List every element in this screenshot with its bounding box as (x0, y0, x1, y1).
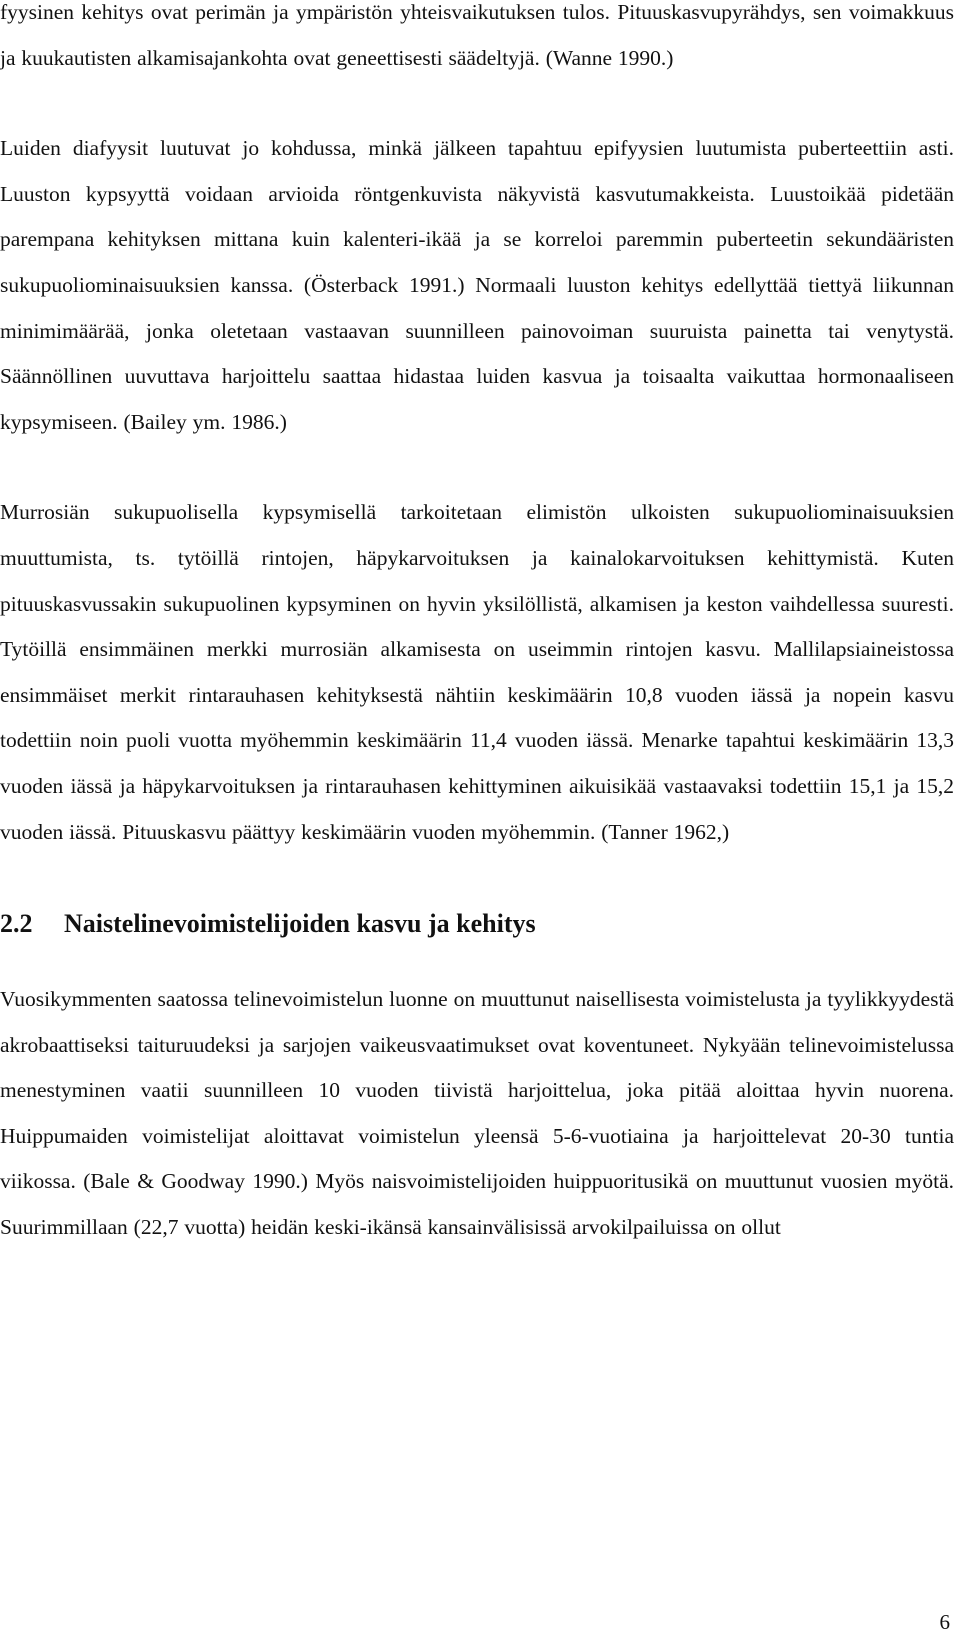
paragraph-bone-development: Luiden diafyysit luutuvat jo kohdussa, minkä jälkeen tapahtuu epifyysien luutumista puberteettiin asti. Luuston kypsyyttä voidaan arvioida röntgenkuvista näkyvistä kasvutumakkeista. Luustoikää pidetään parempana kehityksen mittana kuin kalenteri-ikää ja se korreloi paremmin puberteetin sekundääristen sukupuoliominaisuuksien kanssa. (Österback 1991.) Normaali luuston kehitys edellyttää tiettyä liikunnan minimimäärää, jonka oletetaan vastaavan suunnilleen painovoiman suuruista painetta tai venytystä. Säännöllinen uuvuttava harjoittelu saattaa hidastaa luiden kasvua ja toisaalta vaikuttaa hormonaaliseen kypsymiseen. (Bailey ym. 1986.) (0, 136, 954, 434)
page-number: 6 (939, 1610, 950, 1634)
section-number: 2.2 (0, 909, 33, 939)
section-title: Naistelinevoimistelijoiden kasvu ja kehitys (64, 909, 536, 939)
section-heading (0, 901, 954, 947)
paragraph-gymnastics: Vuosikymmenten saatossa telinevoimistelun luonne on muuttunut naisellisesta voimistelusta ja tyylikkyydestä akrobaattiseksi taituruudeksi ja sarjojen vaikeusvaatimukset ovat koventuneet. Nykyään telinevoimistelussa menestyminen vaatii suunnilleen 10 vuoden tiivistä harjoittelua, joka pitää aloittaa hyvin nuorena. Huippumaiden voimistelijat aloittavat voimistelun yleensä 5-6-vuotiaina ja harjoittelevat 20-30 tuntia viikossa. (Bale & Goodway 1990.) Myös naisvoimistelijoiden huippuoritusikä on muuttunut vuosien myötä. Suurimmillaan (22,7 vuotta) heidän keski-ikänsä kansainvälisissä arvokilpailuissa on ollut (0, 987, 954, 1240)
paragraph-continuation: fyysinen kehitys ovat perimän ja ympäristön yhteisvaikutuksen tulos. Pituuskasvupyrähdys, sen voimakkuus ja kuukautisten alkamisajankohta ovat geneettisesti säädeltyjä. (Wanne 1990.) (0, 0, 954, 70)
paragraph-sexual-maturation: Murrosiän sukupuolisella kypsymisellä tarkoitetaan elimistön ulkoisten sukupuoliominaisuuksien muuttumista, ts. tytöillä rintojen, häpykarvoituksen ja kainalokarvoituksen kehittymistä. Kuten pituuskasvussakin sukupuolinen kypsyminen on hyvin yksilöllistä, alkamisen ja keston vaihdellessa suuresti. Tytöillä ensimmäinen merkki murrosiän alkamisesta on useimmin rintojen kasvu. Mallilapsiaineistossa ensimmäiset merkit rintarauhasen kehityksestä nähtiin keskimäärin 10,8 vuoden iässä ja nopein kasvu todettiin noin puoli vuotta myöhemmin keskimäärin 11,4 vuoden iässä. Menarke tapahtui keskimäärin 13,3 vuoden iässä ja häpykarvoituksen ja rintarauhasen kehittyminen aikuisikää vastaavaksi todettiin 15,1 ja 15,2 vuoden iässä. Pituuskasvu päättyy keskimäärin vuoden myöhemmin. (Tanner 1962,) (0, 500, 954, 844)
